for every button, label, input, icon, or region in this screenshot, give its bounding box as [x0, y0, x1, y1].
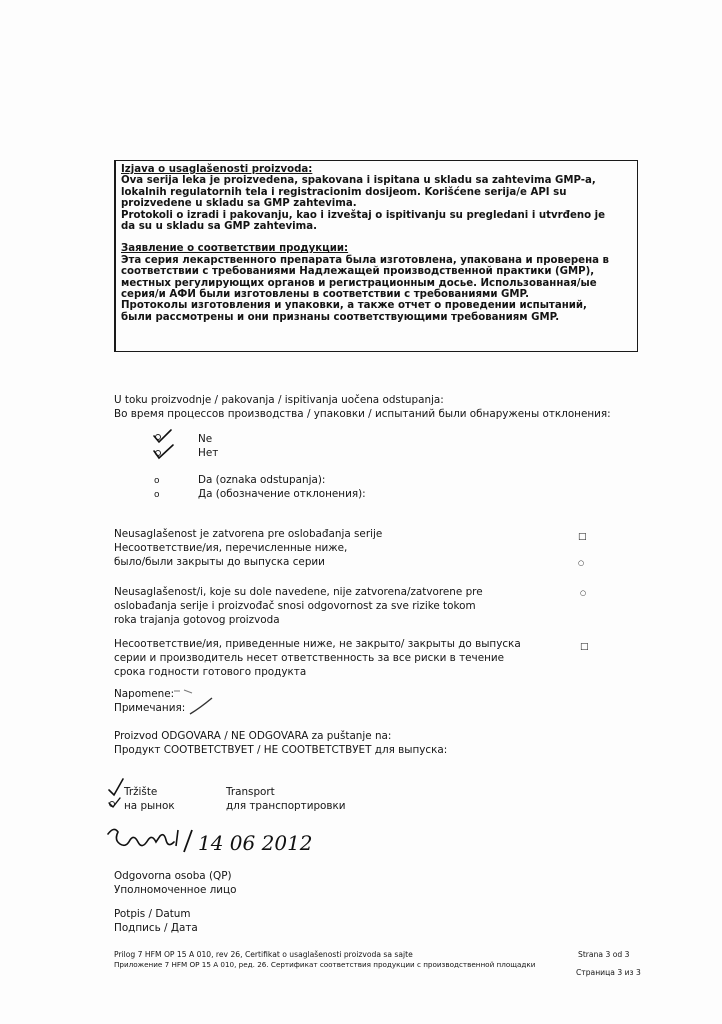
checkbox-yes[interactable]: o	[154, 476, 160, 486]
statement-line: da su u skladu sa GMP zahtevima.	[121, 221, 317, 233]
remarks-label-sr: Napomene:	[114, 688, 175, 700]
signature-date-label-ru: Подпись / Дата	[114, 922, 198, 934]
transport-label-ru: для транспортировки	[226, 800, 346, 812]
statement-line: Protokoli o izradi i pakovanju, kao i izveštaj o ispitivanju su pregledani i utvrđeno je	[121, 209, 606, 221]
statement-line: Протоколы изготовления и упаковки, а также отчет о проведении испытаний,	[121, 300, 587, 312]
nonconformity-closed-line: Neusaglašenost je zatvorena pre oslobađanja serije	[114, 528, 383, 540]
option-yes-ru: Да (обозначение отклонения):	[198, 488, 366, 500]
deviations-question-ru: Во время процессов производства / упаковки / испытаний были обнаружены отклонения:	[114, 408, 611, 420]
nonconformity-open-ru-line: серии и производитель несет ответственность за все риски в течение	[114, 652, 505, 664]
qp-label-ru: Уполномоченное лицо	[114, 884, 237, 896]
footer-reference-sr: Prilog 7 HFM OP 15 A 010, rev 26, Certifikat o usaglašenosti proizvoda sa sajte	[114, 950, 413, 959]
option-yes-sr: Da (oznaka odstupanja):	[198, 474, 326, 486]
compliance-statement-box	[114, 160, 638, 352]
nonconformity-open-ru-line: срока годности готового продукта	[114, 666, 307, 678]
handwritten-checkmark-icon	[154, 445, 173, 458]
transport-label-sr: Transport	[226, 786, 275, 798]
checkbox-closed-ru[interactable]: ○	[578, 559, 585, 567]
checkbox-open-ru[interactable]: □	[580, 642, 589, 652]
footer-page-ru: Страница 3 из 3	[576, 968, 641, 977]
statement-line: Ova serija leka je proizvedena, spakovana i ispitana u skladu sa zahtevima GMP-a,	[121, 175, 596, 187]
statement-line: соответствии с требованиями Надлежащей производственной практики (GMP),	[121, 266, 595, 278]
market-label-ru: на рынок	[124, 800, 175, 812]
footer-reference-ru: Приложение 7 HFM OP 15 A 010, ред. 26. Сертификат соответствия продукции с производственной площадки	[114, 960, 536, 969]
handwritten-checkmark-icon	[154, 430, 171, 442]
release-statement-ru: Продукт СООТВЕТСТВУЕТ / НЕ СООТВЕТСТВУЕТ для выпуска:	[114, 744, 448, 756]
checkbox-closed[interactable]: □	[578, 532, 587, 542]
remarks-dash-marks	[172, 686, 222, 720]
statement-line: серия/и АФИ были изготовлены в соответствии с требованиями GMP.	[121, 289, 529, 301]
market-label-sr: Tržište	[124, 786, 158, 798]
option-no-ru: Нет	[198, 447, 219, 459]
statement-line: были рассмотрены и они признаны соответствующими требованиям GMP.	[121, 311, 560, 323]
signature-date-label-sr: Potpis / Datum	[114, 908, 191, 920]
qp-label-sr: Odgovorna osoba (QP)	[114, 870, 232, 882]
release-statement-sr: Proizvod ODGOVARA / NE ODGOVARA za puštanje na:	[114, 730, 392, 742]
nonconformity-closed-line: было/были закрыты до выпуска серии	[114, 556, 325, 568]
option-no-sr: Ne	[198, 433, 213, 445]
statement-line: местных регулирующих органов и регистрационным досье. Использованная/ые	[121, 277, 597, 289]
statement-line: Эта серия лекарственного препарата была изготовлена, упакована и проверена в	[121, 254, 609, 266]
nonconformity-open-sr-line: roka trajanja gotovog proizvoda	[114, 614, 280, 626]
statement-heading-sr: Izjava o usaglašenosti proizvoda:	[121, 164, 313, 175]
nonconformity-open-sr-line: oslobađanja serije i proizvođač snosi odgovornost za sve rizike tokom	[114, 600, 476, 612]
checkbox-yes-ru[interactable]: o	[154, 490, 160, 500]
checkbox-open-sr[interactable]: ○	[580, 589, 587, 597]
handwritten-checkmark-icon	[109, 779, 123, 795]
deviations-question-sr: U toku proizvodnje / pakovanja / ispitivanja uočena odstupanja:	[114, 394, 444, 406]
checkbox-no[interactable]	[148, 428, 182, 464]
handwritten-date: 14 06 2012	[198, 831, 313, 855]
nonconformity-open-sr-line: Neusaglašenost/i, koje su dole navedene, nije zatvorena/zatvorene pre	[114, 586, 483, 598]
nonconformity-closed-line: Несоответствие/ия, перечисленные ниже,	[114, 542, 348, 554]
nonconformity-open-ru-line: Несоответствие/ия, приведенные ниже, не закрыто/ закрыты до выпуска	[114, 638, 521, 650]
statement-heading-ru: Заявление о соответствии продукции:	[121, 243, 349, 255]
statement-line: lokalnih regulatornih tela i registracionim dosijeom. Korišćene serija/e API su	[121, 186, 567, 198]
handwritten-signature	[104, 822, 334, 866]
statement-line: proizvedene u skladu sa GMP zahtevima.	[121, 198, 357, 210]
remarks-label-ru: Примечания:	[114, 702, 186, 714]
footer-page-sr: Strana 3 od 3	[578, 950, 630, 959]
